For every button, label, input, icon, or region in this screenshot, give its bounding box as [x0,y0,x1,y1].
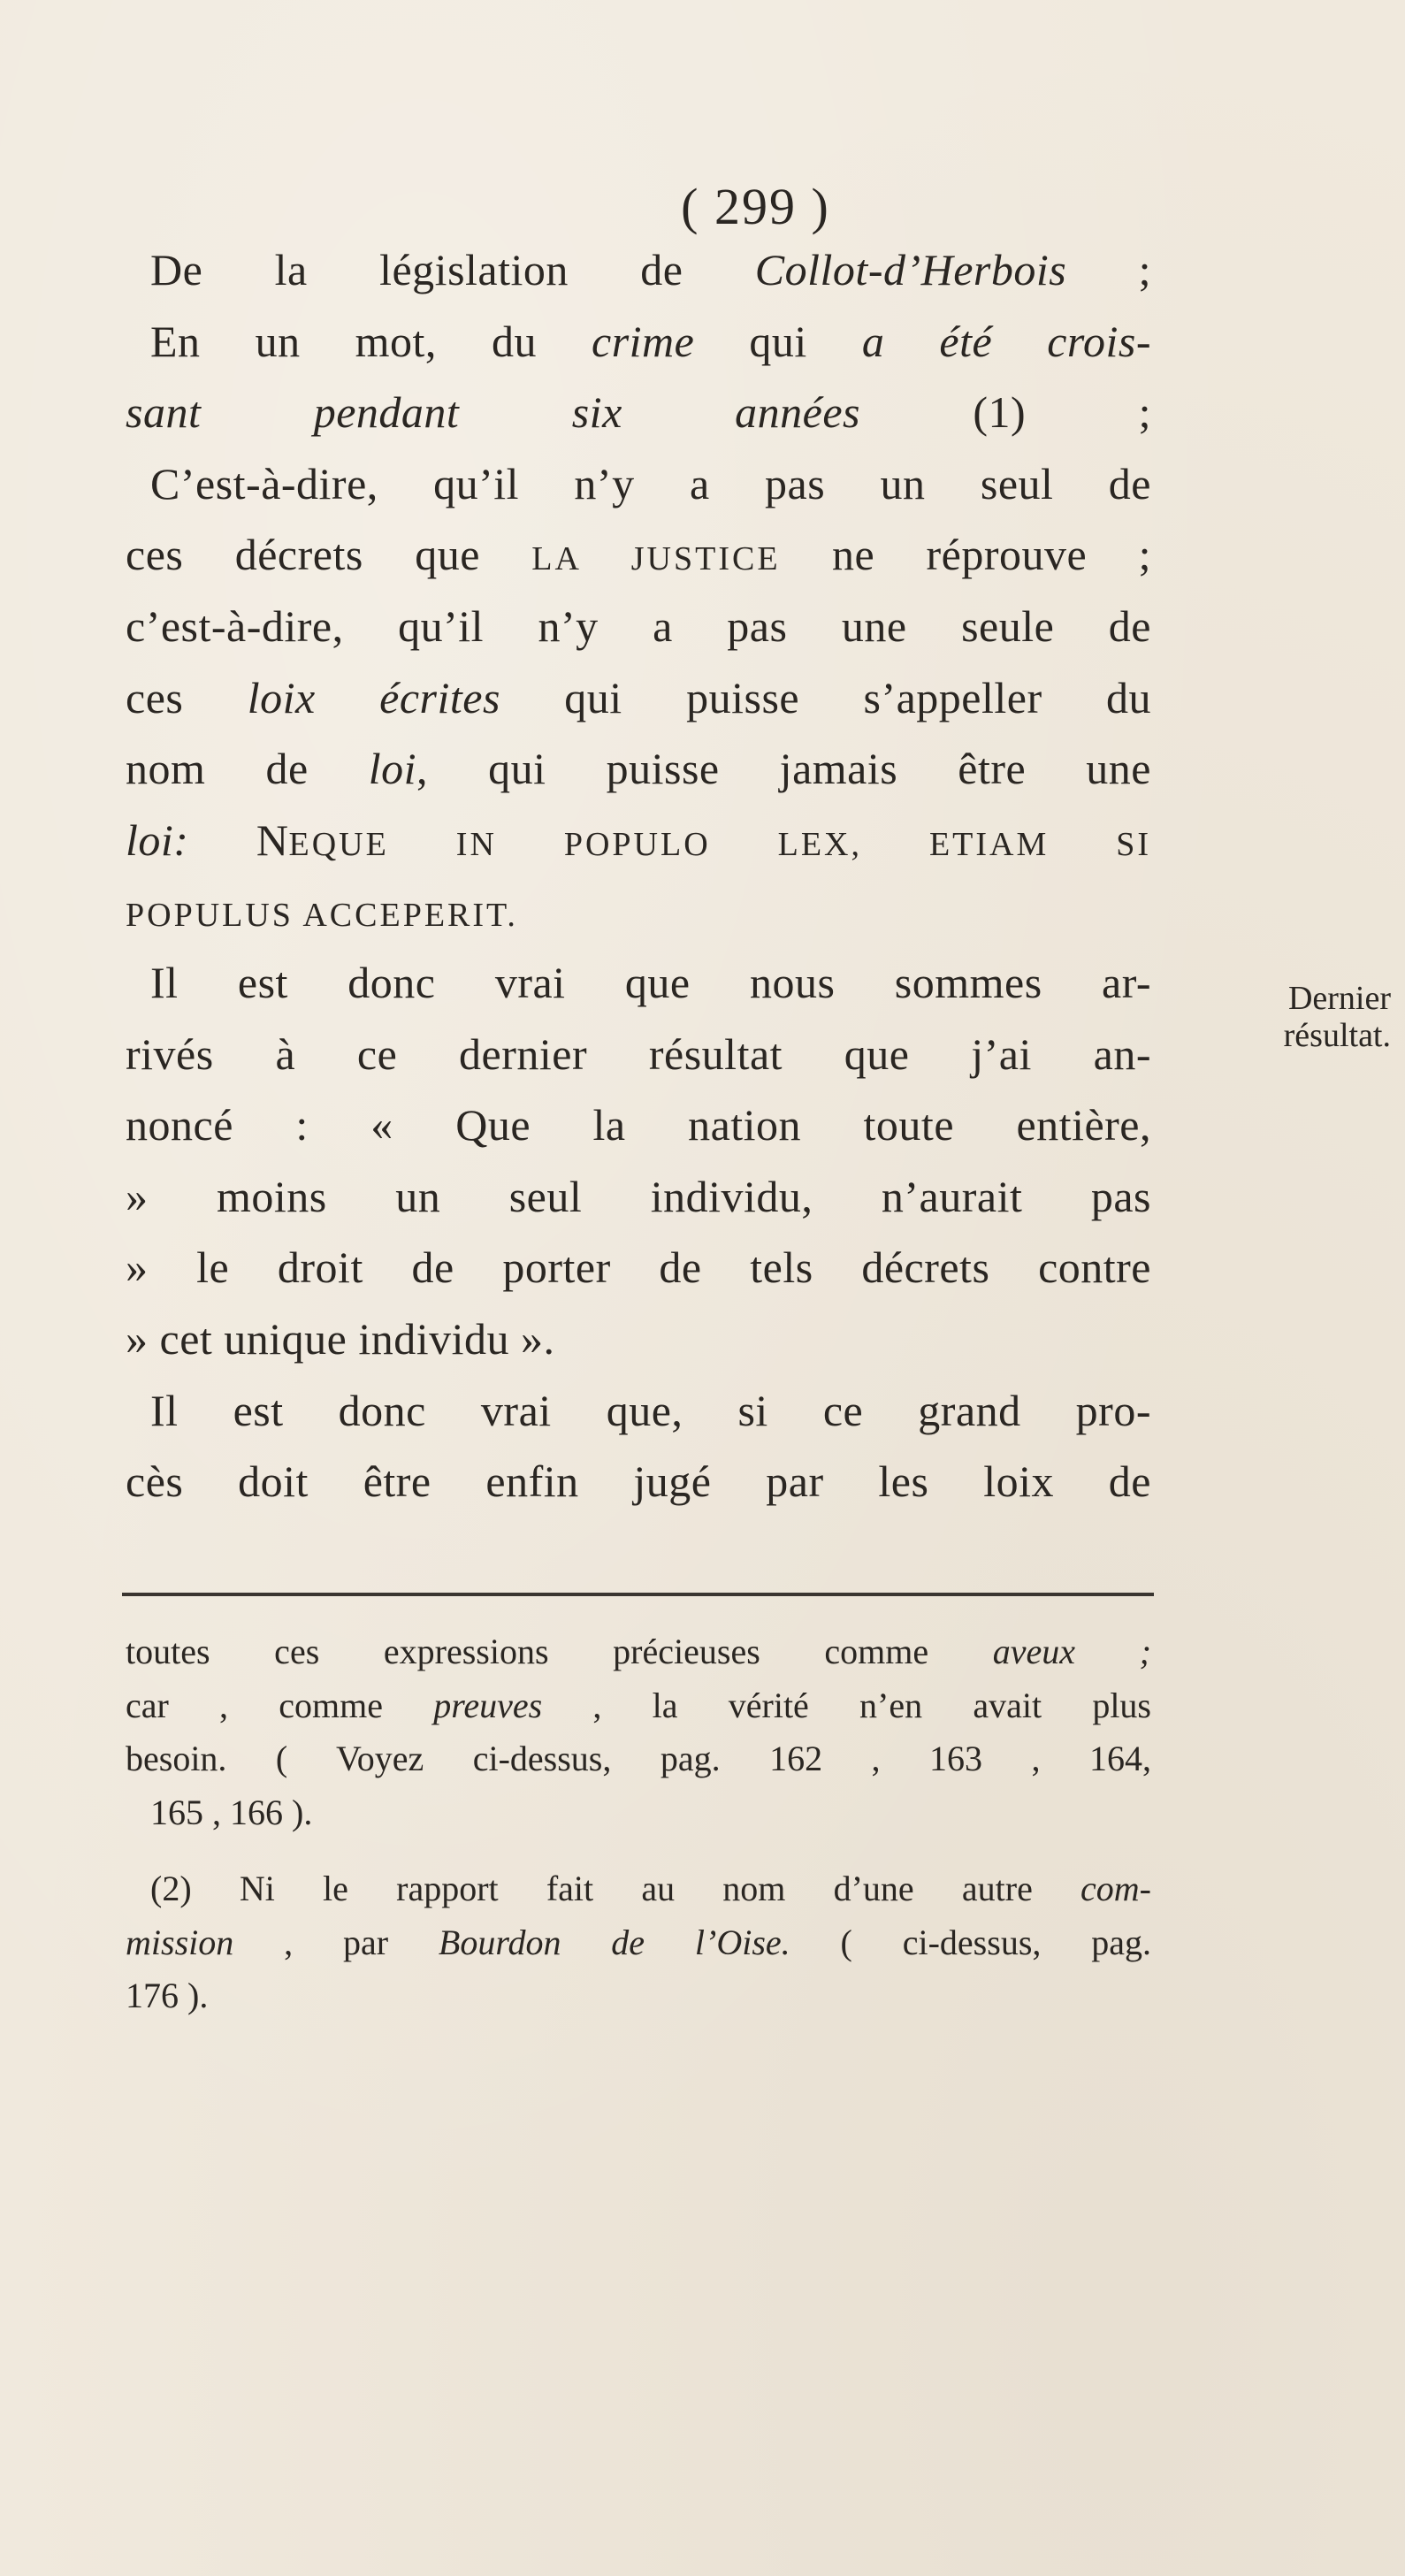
text-run: ne réprouve ; [780,530,1151,580]
text-line-8 [126,733,1151,805]
italic-phrase: loix écrites [247,672,500,722]
footnote-rule [122,1593,1154,1596]
text-line-10 [126,875,1151,947]
text-run: ( ci-dessus, pag. [790,1922,1151,1962]
text-line-1 [126,234,1151,306]
text-line-18: cès doit être enfin jugé par les loix de [126,1456,1151,1507]
italic-word: preuves [433,1685,543,1725]
text-line-14: » moins un seul individu, n’aurait pas [126,1171,1151,1221]
italic-name: Bourdon de l’Oise. [438,1922,790,1962]
text-line-3 [126,377,1151,448]
italic-word: com- [1080,1869,1151,1908]
margin-note [1179,980,1391,1054]
italic-word: mission [126,1922,234,1962]
small-caps-phrase: LA JUSTICE [531,540,781,578]
text-run: toutes ces expressions précieuses comme [126,1632,993,1671]
text-run: ces décrets que [126,530,532,580]
footnotes [126,1625,1151,2023]
text-run: car , comme [126,1685,434,1725]
text-run: (1) ; [860,387,1151,438]
footnote-line-5 [126,1862,1151,1916]
text-run: qui [694,316,862,366]
text-line-5 [126,519,1151,591]
text-line-7 [126,662,1151,734]
main-text [126,234,1151,1517]
text-line-4: C’est-à-dire, qu’il n’y a pas un seul de [150,458,1151,508]
text-run: N [188,814,289,865]
margin-note-line-2: résultat. [1283,1017,1391,1054]
text-run: , la vérité n’en avait plus [542,1685,1151,1725]
footnote-gap [126,1839,1151,1862]
text-run: De la législation de [150,245,755,294]
footnote-line-7: 176 ). [126,1976,209,2015]
footnote-line-1 [126,1625,1151,1679]
text-line-17: Il est donc vrai que, si ce grand pro- [150,1385,1151,1435]
italic-phrase: sant pendant six années [126,387,860,438]
italic-word: loi [368,744,417,794]
text-line-9 [126,805,1151,876]
text-run: ces [126,672,248,722]
italic-word: loi: [126,814,189,865]
italic-name: Collot-d’Herbois [754,245,1067,294]
text-run: nom de [126,744,369,794]
italic-phrase: a été crois- [861,316,1151,366]
footnote-line-3: besoin. ( Voyez ci-dessus, pag. 162 , 163 , 164, [126,1739,1151,1778]
footnote-line-6 [126,1916,1151,1970]
page-number: ( 299 ) [681,178,830,235]
footnote-line-4: 165 , 166 ). [150,1792,313,1832]
text-line-6: c’est-à-dire, qu’il n’y a pas une seule de [126,600,1151,651]
italic-word: crime [592,316,695,366]
text-run: (2) Ni le rapport fait au nom d’une autre [150,1869,1081,1908]
text-run: , qui puisse jamais être une [416,744,1151,794]
text-line-11: Il est donc vrai que nous sommes ar- [150,957,1151,1007]
text-run: qui puisse s’appeller du [500,672,1152,722]
text-run: En un mot, du [150,316,592,366]
italic-word: aveux ; [992,1632,1152,1671]
small-caps-phrase: POPULUS ACCEPERIT. [126,897,518,935]
small-caps-phrase: EQUE IN POPULO LEX, ETIAM SI [288,825,1151,863]
text-line-13: noncé : « Que la nation toute entière, [126,1100,1151,1150]
footnote-line-2 [126,1679,1151,1733]
text-line-16: » cet unique individu ». [126,1313,555,1364]
text-line-2 [126,306,1151,378]
text-line-12: rivés à ce dernier résultat que j’ai an- [126,1028,1151,1079]
text-run: , par [233,1922,439,1962]
margin-note-line-1: Dernier [1287,980,1391,1017]
text-run: ; [1066,245,1151,294]
text-line-15: » le droit de porter de tels décrets contre [126,1242,1151,1293]
